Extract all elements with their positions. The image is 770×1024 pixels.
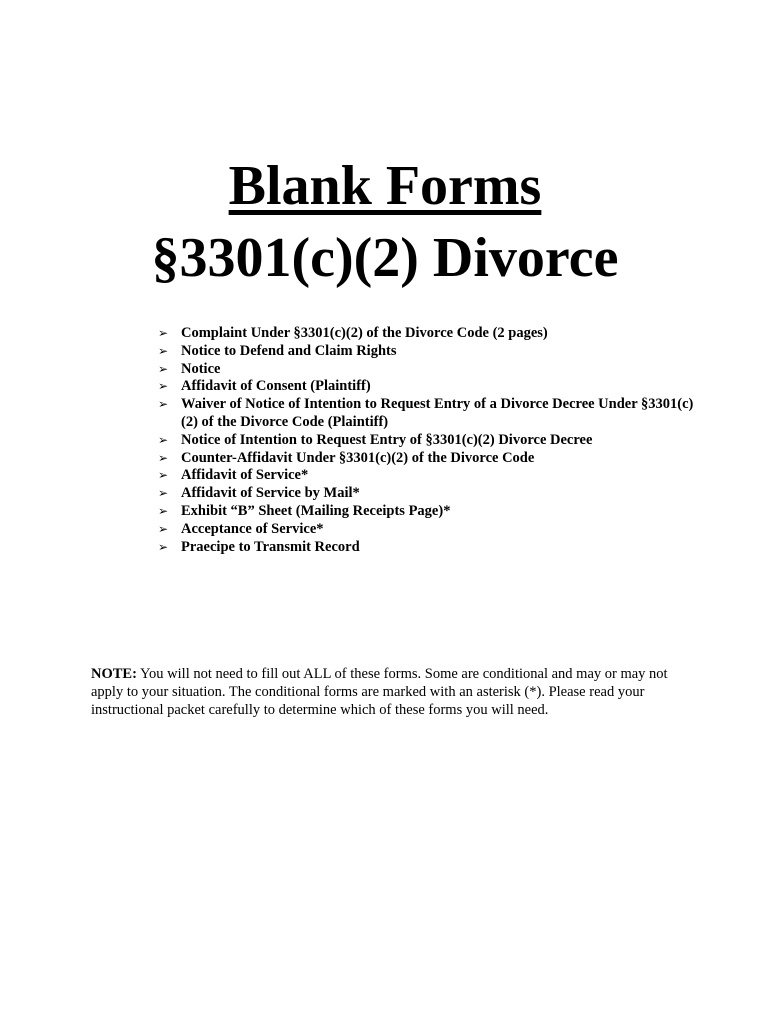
list-item-label: Praecipe to Transmit Record bbox=[181, 538, 360, 555]
list-item-label: Notice to Defend and Claim Rights bbox=[181, 342, 397, 359]
list-item-label: Affidavit of Consent (Plaintiff) bbox=[181, 378, 371, 395]
list-item bbox=[158, 343, 698, 361]
page-subtitle: §3301(c)(2) Divorce bbox=[151, 227, 619, 289]
list-item bbox=[158, 396, 698, 432]
arrow-bullet-icon: ➢ bbox=[158, 343, 169, 358]
list-item-label: Notice bbox=[181, 360, 221, 377]
arrow-bullet-icon: ➢ bbox=[158, 521, 169, 536]
note-paragraph bbox=[91, 665, 691, 719]
list-item-label: Acceptance of Service* bbox=[181, 520, 324, 537]
arrow-bullet-icon: ➢ bbox=[158, 468, 169, 483]
arrow-bullet-icon: ➢ bbox=[158, 397, 169, 412]
forms-list bbox=[158, 325, 698, 556]
list-item bbox=[158, 521, 698, 539]
list-item bbox=[158, 467, 698, 485]
arrow-bullet-icon: ➢ bbox=[158, 450, 169, 465]
list-item bbox=[158, 503, 698, 521]
list-item bbox=[158, 325, 698, 343]
page-title: Blank Forms bbox=[228, 155, 542, 217]
list-item-label: Notice of Intention to Request Entry of §3301(c)(2) Divorce Decree bbox=[181, 431, 593, 448]
list-item bbox=[158, 539, 698, 557]
arrow-bullet-icon: ➢ bbox=[158, 432, 169, 447]
note-text: You will not need to fill out ALL of these forms. Some are conditional and may or may not apply to your situation. The conditional forms are marked with an asterisk (*). Please read your instructional packet carefully to determine which of these forms you will need. bbox=[91, 666, 668, 718]
list-item-label: Waiver of Notice of Intention to Request Entry of a Divorce Decree Under §3301(c)(2) of the Divorce Code (Plaintiff) bbox=[181, 396, 694, 430]
list-item-label: Complaint Under §3301(c)(2) of the Divorce Code (2 pages) bbox=[181, 325, 548, 341]
arrow-bullet-icon: ➢ bbox=[158, 503, 169, 518]
list-item bbox=[158, 485, 698, 503]
arrow-bullet-icon: ➢ bbox=[158, 539, 169, 554]
list-item-label: Affidavit of Service by Mail* bbox=[181, 485, 360, 502]
list-item bbox=[158, 361, 698, 379]
arrow-bullet-icon: ➢ bbox=[158, 326, 169, 340]
arrow-bullet-icon: ➢ bbox=[158, 361, 169, 376]
list-item bbox=[158, 378, 698, 396]
list-item bbox=[158, 450, 698, 468]
arrow-bullet-icon: ➢ bbox=[158, 486, 169, 501]
list-item bbox=[158, 432, 698, 450]
list-item-label: Affidavit of Service* bbox=[181, 467, 309, 484]
list-item-label: Counter-Affidavit Under §3301(c)(2) of the Divorce Code bbox=[181, 449, 535, 466]
list-item-label: Exhibit “B” Sheet (Mailing Receipts Page)* bbox=[181, 502, 451, 519]
note-label: NOTE: bbox=[91, 666, 137, 682]
arrow-bullet-icon: ➢ bbox=[158, 379, 169, 394]
